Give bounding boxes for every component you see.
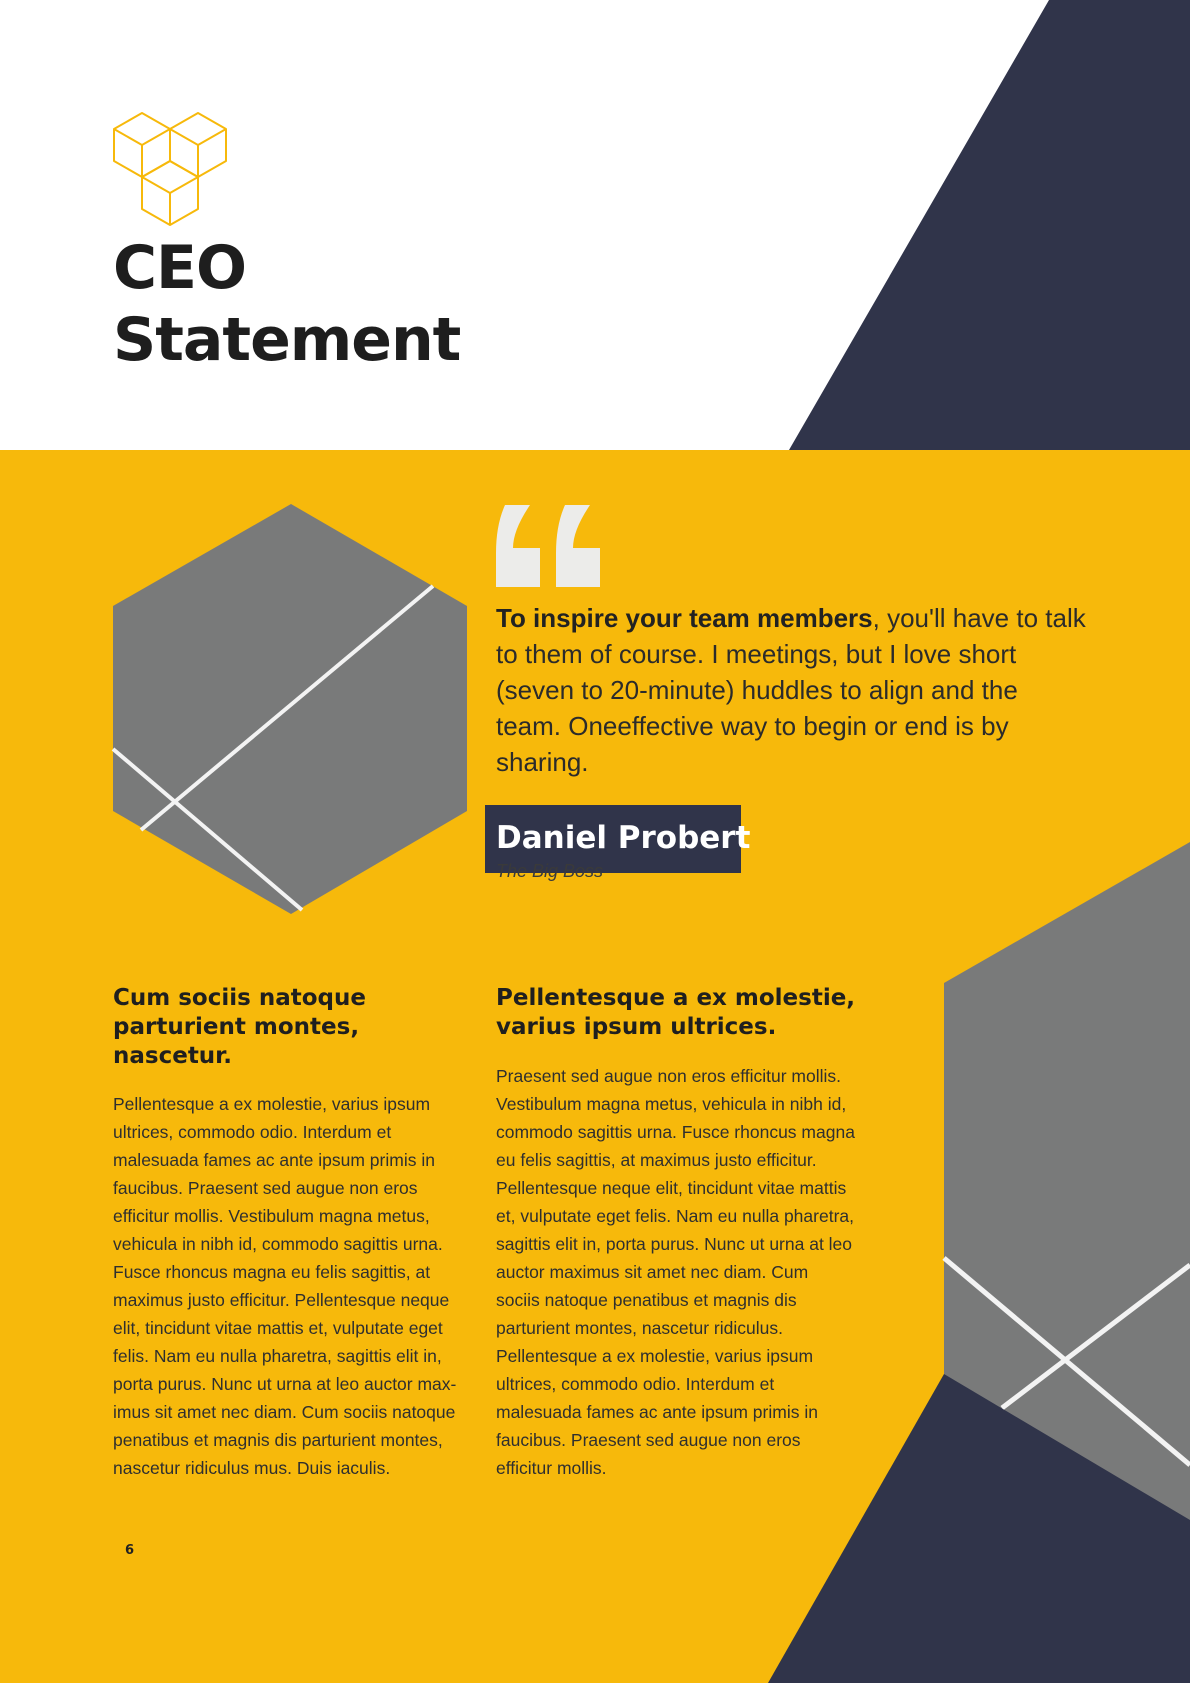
ceo-quote — [496, 600, 1086, 780]
page-number: 6 — [125, 1543, 135, 1558]
title-line-1: CEO — [113, 233, 247, 303]
author-name: Daniel Probert — [496, 820, 751, 856]
page-title — [113, 232, 460, 376]
cube-cluster-logo-icon — [114, 113, 226, 225]
author-role: The Big Boss — [496, 861, 604, 881]
navy-corner-top — [789, 0, 1190, 450]
title-line-2: Statement — [113, 305, 461, 375]
column-1-heading: Cum sociis natoque parturient montes, nascetur. — [113, 985, 366, 1069]
quote-bold-lead: To inspire your team members — [496, 603, 873, 633]
quote-rest: , you'll have to talk to them of course. I meetings, but I love short (seven to 20-minute) huddles to align and the team. Oneeffective way to begin or end is by sharing. — [496, 603, 1086, 777]
column-1-body: Pellentesque a ex molestie, varius ipsum ultrices, commodo odio. Interdum et malesuada fames ac ante ipsum primis in faucibus. Praesent sed augue non eros efficitur mollis. Vestibulum magna metus, vehicula in nibh id, commodo sagittis urna. Fusce rhoncus magna eu felis sagittis, at maximus justo efficitur. Pellentesque neque elit, tincidunt vitae mattis et, vulputate eget felis. Nam eu nulla pharetra, sagittis elit in, porta purus. Nunc ut urna at leo auctor maximus sit amet nec diam. Cum sociis natoque penatibus et magnis dis parturient montes, nascetur ridiculus mus. Duis iaculis. — [113, 1094, 457, 1478]
column-2-body: Praesent sed augue non eros efficitur mollis. Vestibulum magna metus, vehicula in nibh id, commodo sagittis urna. Fusce rhoncus magna eu felis sagittis, at maximus justo efficitur. Pellentesque neque elit, tincidunt vitae mattis et, vulputate eget felis. Nam eu nulla pharetra, sagittis elit in, porta purus. Nunc ut urna at leo auctor maximus sit amet nec diam. Cum sociis natoque penatibus et magnis dis parturient montes, nascetur ridiculus. Pellentesque a ex molestie, varius ipsum ultrices, commodo odio. Interdum et malesuada fames ac ante ipsum primis in faucibus. Praesent sed augue non eros efficitur mollis. — [496, 1066, 855, 1478]
column-2-heading: Pellentesque a ex molestie, varius ipsum ultrices. — [496, 985, 856, 1040]
